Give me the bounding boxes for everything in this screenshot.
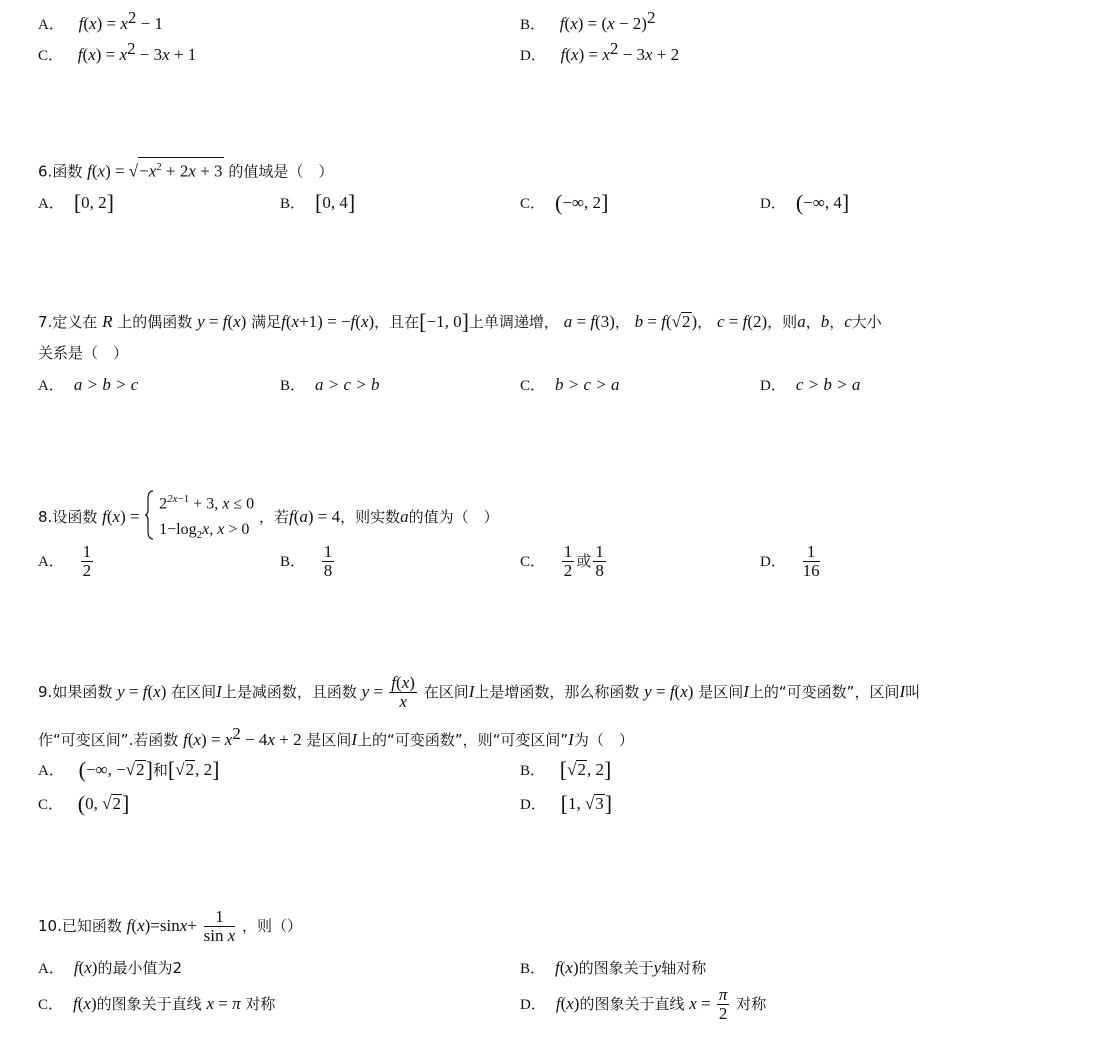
q7-option-b: B． a > c > b (280, 375, 380, 394)
q10-fraction: $\frac{1}{\text{sin x}}$ (203, 907, 236, 945)
q8-piecewise-brace (144, 489, 154, 545)
q9-option-c: C． (0, √2] (38, 791, 130, 816)
q7-stem-line2: 关系是（ ） (38, 344, 129, 362)
q9-stem: 9.如果函数 y = f(x) 在区间I上是减函数，且函数 y = $\frac{f(x)}{x}$ 在区间I上是增函数，那么称函数 y = f(x) 是区间I上的“可变函数”，区间I叫 (38, 673, 921, 711)
q10-option-c: C． f(x)的图象关于直线 x = π 对称 (38, 994, 276, 1013)
q10-option-a: A． f(x)的最小值为2 (38, 958, 183, 977)
q9-stem-line2: 作“可变区间”.若函数 $f(x) = x^2 - 4x + 2$ 是区间I上的“可变函数”，则“可变区间”I为（ ） (38, 724, 634, 749)
q10-stem: 10.已知函数 f(x)=sinx+ $\frac{1}{\text{sin x}}$ ，则（） (38, 907, 303, 945)
q8-stem: 8.设函数 f(x) = $2^{2x-1} + 3$, x ≤ 0 $1-\log_2x$, x > 0 ，若f(a) = 4，则实数a的值为（ ） (38, 486, 499, 549)
q6-sqrt-expr: $-x^2 + 2x + 3$ (138, 157, 223, 181)
q5-option-d: D． $f(x) = x^2 - 3x + 2$ (520, 39, 680, 64)
q6-stem: 6.函数 $f(x) = √-x^2 + 2x + 3$ 的值域是（ ） (38, 157, 333, 182)
q5-option-b: B． $f(x) = (x - 2)^2$ (520, 8, 656, 33)
q7-option-a: A． a > b > c (38, 375, 139, 394)
q10-option-d: D． f(x)的图象关于直线 x = $\frac{\pi}{2}$ 对称 (520, 985, 767, 1023)
q7-stem: 7.定义在 R 上的偶函数 y = f(x) 满足f(x+1) = −f(x)，且在[−1, 0]上单调递增， a = f(3)， b = f(√2)， c = f(2)，则a，b，c大小 (38, 309, 882, 334)
q9-fraction: $\frac{f(x)}{x}$ (391, 673, 415, 711)
q9-option-b: B． [√2, 2] (520, 757, 612, 782)
q7-option-d: D． c > b > a (760, 375, 861, 394)
q8-piecewise-cases: $2^{2x-1} + 3$, x ≤ 0 $1-\log_2x$, x > 0 (159, 493, 255, 542)
q8-option-a: A． $\frac{1}{2}$ (38, 542, 92, 580)
q6-option-c: C． (−∞, 2] (520, 190, 609, 215)
q9-option-a: A． (−∞, −√2]和[√2, 2] (38, 757, 220, 782)
q7-option-c: C． b > c > a (520, 375, 620, 394)
q5-option-a-expr: f (78, 14, 84, 33)
q9-option-d: D． [1, √3] (520, 791, 613, 816)
q6-option-a: A． [0, 2] (38, 190, 114, 215)
q5-option-a: A． $f(x) = x^2 - 1$ (38, 8, 163, 33)
q8-option-d: D． $\frac{1}{16}$ (760, 542, 820, 580)
q6-option-b: B． [0, 4] (280, 190, 356, 215)
q8-option-b: B． $\frac{1}{8}$ (280, 542, 333, 580)
q5-option-c: C． $f(x) = x^2 - 3x + 1$ (38, 39, 197, 64)
q6-option-d: D． (−∞, 4] (760, 190, 850, 215)
q10-option-b: B． f(x)的图象关于y轴对称 (520, 958, 707, 977)
q8-option-c: C． $\frac{1}{2}$ 或 $\frac{1}{8}$ (520, 542, 604, 580)
